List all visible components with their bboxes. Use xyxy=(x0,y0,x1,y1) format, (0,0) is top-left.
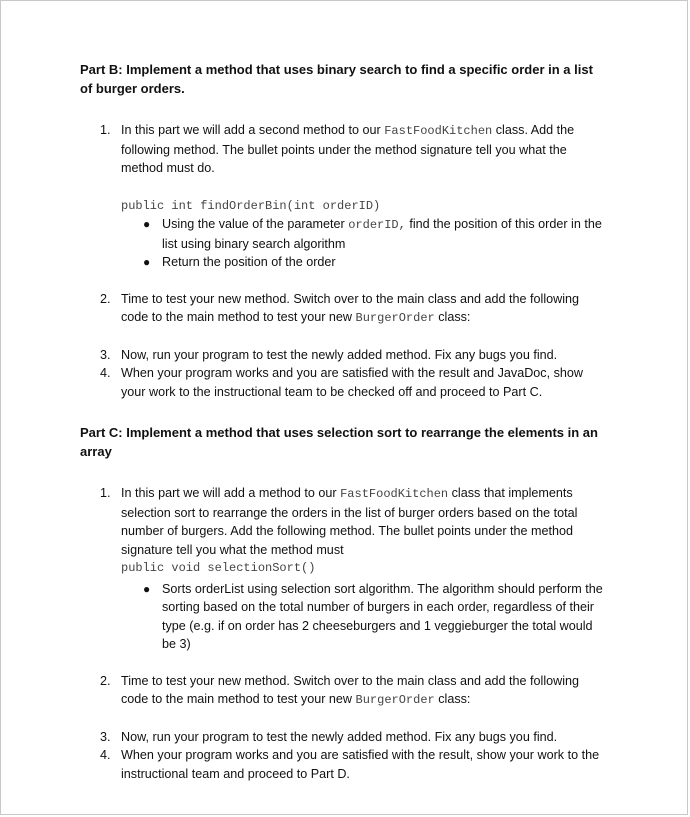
part-b-heading: Part B: Implement a method that uses binary search to find a specific order in a list of burger orders. xyxy=(80,62,593,96)
list-item xyxy=(80,290,605,328)
param-code: orderID, xyxy=(348,218,406,232)
step-text: Now, run your program to test the newly added method. Fix any bugs you find. xyxy=(121,347,558,362)
step-number: 1. xyxy=(100,486,111,500)
step-text: Time to test your new method. Switch over to the main class and add the following code to the main method to test your new xyxy=(121,673,580,706)
method-signature: public void selectionSort() xyxy=(121,561,316,575)
bullet-icon: ● xyxy=(143,255,151,269)
list-item xyxy=(80,728,605,747)
step-text: In this part we will add a method to our xyxy=(121,486,341,500)
class-name-code: BurgerOrder xyxy=(355,311,435,325)
step-number: 4. xyxy=(100,366,111,380)
list-item xyxy=(80,746,605,783)
list-item xyxy=(80,346,605,365)
step-text: Time to test your new method. Switch over to the main class and add the following code to the main method to test your new xyxy=(121,291,580,324)
bullet-list xyxy=(121,580,605,654)
step-text: In this part we will add a second method to our xyxy=(121,123,385,137)
bullet-item xyxy=(121,580,605,654)
list-item xyxy=(80,484,605,654)
part-c-steps xyxy=(80,484,605,783)
step-number: 3. xyxy=(100,729,111,744)
step-number: 1. xyxy=(100,123,111,137)
bullet-text: Sorts orderList using selection sort algorithm. The algorithm should perform the sorting based on the total number of burgers in each order, regardless of their type (e.g. if on order has 2 cheeseburgers and 1 veggieburger the total would be 3) xyxy=(162,581,603,651)
step-number: 3. xyxy=(100,347,111,362)
bullet-item xyxy=(121,253,605,272)
step-text: When your program works and you are satisfied with the result and JavaDoc, show your work to the instructional team to be checked off and proceed to Part C. xyxy=(121,366,583,399)
bullet-text: Using the value of the parameter xyxy=(162,217,349,231)
bullet-list xyxy=(121,215,605,272)
part-b-steps xyxy=(80,121,605,401)
bullet-text: find the position of this order in the list using binary search algorithm xyxy=(162,217,602,251)
list-item xyxy=(80,672,605,710)
method-signature: public int findOrderBin(int orderID) xyxy=(121,198,381,213)
step-text: class that implements selection sort to rearrange the orders in the list of burger orders based on the total number of burgers. Add the following method. The bullet points under the method signature tell you what the method must xyxy=(121,486,578,557)
step-text: When your program works and you are satisfied with the result, show your work to the instructional team and proceed to Part D. xyxy=(121,748,600,781)
class-name-code: FastFoodKitchen xyxy=(340,487,449,501)
bullet-text: Return the position of the order xyxy=(162,255,336,269)
bullet-icon: ● xyxy=(143,581,151,596)
step-text: Now, run your program to test the newly added method. Fix any bugs you find. xyxy=(121,729,558,744)
class-name-code: FastFoodKitchen xyxy=(384,124,493,138)
step-number: 4. xyxy=(100,748,111,762)
bullet-item xyxy=(121,215,605,253)
document-body xyxy=(80,60,605,783)
step-number: 2. xyxy=(100,291,111,306)
bullet-icon: ● xyxy=(143,217,151,231)
list-item xyxy=(80,121,605,272)
step-text: class: xyxy=(434,310,471,324)
list-item xyxy=(80,364,605,401)
step-text: class. Add the following method. The bullet points under the method signature tell you what the method must do. xyxy=(121,123,575,175)
step-text: class: xyxy=(434,692,471,706)
part-c-heading: Part C: Implement a method that uses selection sort to rearrange the elements in an array xyxy=(80,425,598,459)
class-name-code: BurgerOrder xyxy=(355,693,435,707)
step-number: 2. xyxy=(100,673,111,688)
